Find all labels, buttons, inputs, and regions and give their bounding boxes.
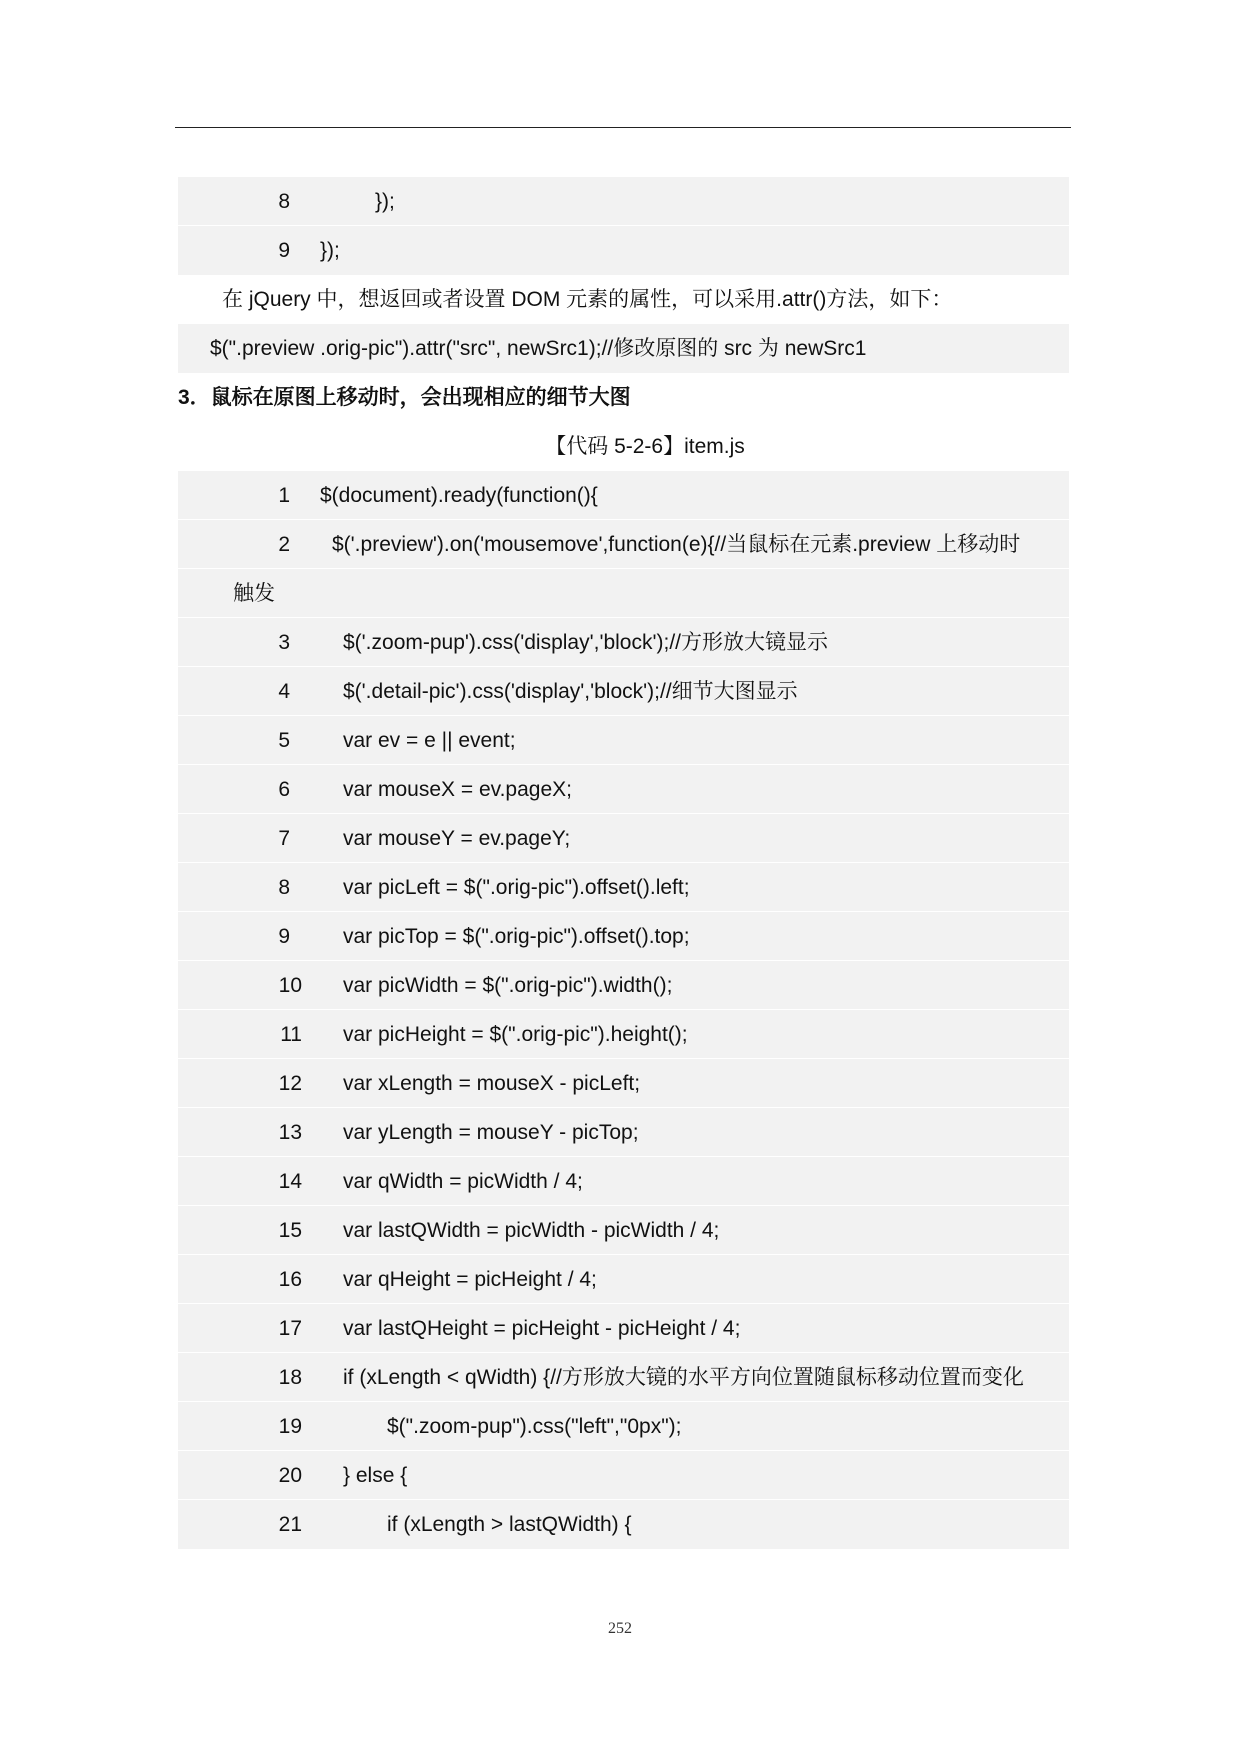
line-number: 4	[278, 680, 290, 703]
line-number: 13	[278, 1121, 302, 1144]
line-number: 8	[278, 876, 290, 899]
code-text: var picWidth = $(".orig-pic").width();	[343, 974, 673, 997]
line-number: 10	[278, 974, 302, 997]
code-line	[178, 765, 1069, 814]
code-line	[178, 716, 1069, 765]
code-text: var picTop = $(".orig-pic").offset().top;	[343, 925, 690, 948]
code-text: var qWidth = picWidth / 4;	[343, 1170, 583, 1193]
code-text: if (xLength < qWidth) {//方形放大镜的水平方向位置随鼠标移动位置而变化	[343, 1366, 1024, 1389]
code-text: var picLeft = $(".orig-pic").offset().left;	[343, 876, 690, 899]
code-line	[178, 814, 1069, 863]
code-text: 触发	[233, 582, 275, 605]
code-line	[178, 1304, 1069, 1353]
code-line	[178, 1255, 1069, 1304]
header-rule	[175, 127, 1071, 128]
code-text: var yLength = mouseY - picTop;	[343, 1121, 639, 1144]
code-line	[178, 1157, 1069, 1206]
code-text: $('.detail-pic').css('display','block');//细节大图显示	[343, 680, 798, 703]
code-text: if (xLength > lastQWidth) {	[387, 1513, 632, 1536]
code-line	[178, 1059, 1069, 1108]
code-text: var qHeight = picHeight / 4;	[343, 1268, 597, 1291]
line-number: 5	[278, 729, 290, 752]
code-text: var picHeight = $(".orig-pic").height();	[343, 1023, 688, 1046]
code-text: $(".zoom-pup").css("left","0px");	[387, 1415, 682, 1438]
code-text: var xLength = mouseX - picLeft;	[343, 1072, 641, 1095]
line-number: 20	[278, 1464, 302, 1487]
code-line	[178, 1206, 1069, 1255]
line-number: 15	[278, 1219, 302, 1242]
line-number: 14	[278, 1170, 302, 1193]
example-code-block	[178, 324, 1069, 373]
code-text: var lastQHeight = picHeight - picHeight / 4;	[343, 1317, 741, 1340]
code-text: var ev = e || event;	[343, 729, 516, 752]
code-line	[178, 177, 1069, 226]
code-line-wrap	[178, 569, 1069, 618]
body-paragraph: 在 jQuery 中，想返回或者设置 DOM 元素的属性，可以采用.attr()方法，如下：	[222, 288, 953, 311]
code-line	[178, 1451, 1069, 1500]
code-text: var lastQWidth = picWidth - picWidth / 4;	[343, 1219, 720, 1242]
code-line	[178, 471, 1069, 520]
line-number: 7	[278, 827, 290, 850]
code-line	[178, 1108, 1069, 1157]
line-number: 21	[278, 1513, 302, 1536]
line-number: 3	[278, 631, 290, 654]
line-number: 18	[278, 1366, 302, 1389]
line-number: 16	[278, 1268, 302, 1291]
code-line	[178, 863, 1069, 912]
section-heading: 3．鼠标在原图上移动时，会出现相应的细节大图	[178, 386, 631, 409]
code-text: } else {	[343, 1464, 408, 1487]
code-text: var mouseX = ev.pageX;	[343, 778, 572, 801]
code-text: $(document).ready(function(){	[320, 484, 598, 507]
line-number: 8	[278, 190, 290, 213]
line-number: 1	[278, 484, 290, 507]
page-number: 252	[608, 1620, 632, 1637]
code-text: $('.zoom-pup').css('display','block');//方形放大镜显示	[343, 631, 828, 654]
example-code-text: $(".preview .orig-pic").attr("src", newSrc1);//修改原图的 src 为 newSrc1	[210, 337, 867, 360]
code-line	[178, 1500, 1069, 1549]
code-block-continued	[178, 177, 1069, 275]
code-line	[178, 1402, 1069, 1451]
code-text: $('.preview').on('mousemove',function(e){//当鼠标在元素.preview 上移动时	[332, 533, 1021, 556]
line-number: 2	[278, 533, 290, 556]
line-number: 11	[280, 1023, 302, 1046]
code-line	[178, 520, 1069, 569]
code-line	[178, 1353, 1069, 1402]
code-line	[178, 961, 1069, 1010]
code-line	[178, 667, 1069, 716]
code-line	[178, 1010, 1069, 1059]
line-number: 9	[278, 239, 290, 262]
code-block-item-js	[178, 471, 1069, 1549]
line-number: 9	[278, 925, 290, 948]
code-line	[178, 226, 1069, 275]
code-text: var mouseY = ev.pageY;	[343, 827, 571, 850]
line-number: 6	[278, 778, 290, 801]
line-number: 19	[278, 1415, 302, 1438]
code-line	[178, 912, 1069, 961]
code-line	[178, 618, 1069, 667]
code-text: });	[375, 190, 395, 213]
code-caption: 【代码 5-2-6】item.js	[545, 435, 745, 458]
line-number: 12	[278, 1072, 302, 1095]
code-text: });	[320, 239, 340, 262]
line-number: 17	[278, 1317, 302, 1340]
